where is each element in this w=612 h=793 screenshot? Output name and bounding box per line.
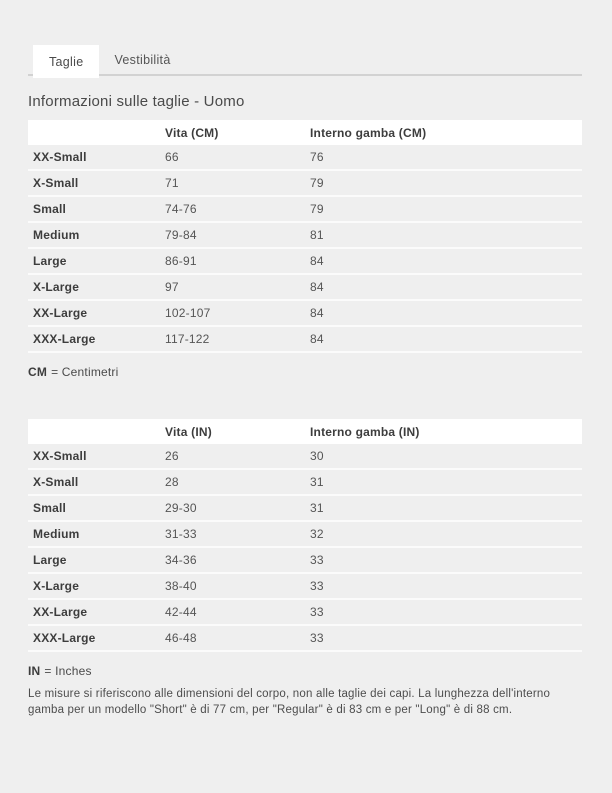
vita-value: 66: [165, 150, 179, 164]
inseam-value: 84: [310, 306, 324, 320]
table-row: [28, 496, 582, 522]
tab-bar: [28, 45, 582, 76]
table-row: [28, 574, 582, 600]
table-row: [28, 548, 582, 574]
size-label: Large: [33, 254, 67, 268]
page-title: Informazioni sulle taglie - Uomo: [28, 93, 245, 110]
inseam-value: 33: [310, 579, 324, 593]
size-label: Medium: [33, 228, 80, 242]
vita-value: 38-40: [165, 579, 197, 593]
size-label: X-Large: [33, 579, 80, 593]
table-row: [28, 197, 582, 223]
vita-value: 102-107: [165, 306, 211, 320]
table-row: [28, 249, 582, 275]
size-table-in: [28, 419, 582, 652]
column-header-inseam-cm: Interno gamba (CM): [310, 125, 427, 140]
vita-value: 42-44: [165, 605, 197, 619]
inseam-value: 31: [310, 475, 324, 489]
inseam-value: 84: [310, 332, 324, 346]
table-row: [28, 275, 582, 301]
size-label: XX-Small: [33, 150, 87, 164]
inseam-value: 84: [310, 254, 324, 268]
table-row: [28, 223, 582, 249]
vita-value: 29-30: [165, 501, 197, 515]
in-abbr: IN: [28, 664, 41, 678]
vita-value: 46-48: [165, 631, 197, 645]
vita-value: 34-36: [165, 553, 197, 567]
inseam-value: 33: [310, 605, 324, 619]
size-label: X-Large: [33, 280, 80, 294]
size-label: X-Small: [33, 475, 79, 489]
size-label: X-Small: [33, 176, 79, 190]
column-header-inseam-in: Interno gamba (IN): [310, 424, 420, 439]
size-label: Medium: [33, 527, 80, 541]
size-label: XX-Large: [33, 605, 88, 619]
table-row: [28, 626, 582, 652]
size-table-cm: [28, 120, 582, 353]
table-row: [28, 444, 582, 470]
inseam-value: 79: [310, 176, 324, 190]
inseam-value: 32: [310, 527, 324, 541]
table-row: [28, 301, 582, 327]
size-label: XXX-Large: [33, 631, 96, 645]
size-label: XXX-Large: [33, 332, 96, 346]
inseam-value: 81: [310, 228, 324, 242]
inseam-value: 33: [310, 631, 324, 645]
cm-legend-text: = Centimetri: [51, 365, 119, 379]
table-row: [28, 327, 582, 353]
in-legend-text: = Inches: [44, 664, 92, 678]
vita-value: 26: [165, 449, 179, 463]
size-guide-panel: [0, 45, 612, 718]
inseam-value: 84: [310, 280, 324, 294]
tab-taglie[interactable]: Taglie: [33, 45, 99, 78]
size-label: Small: [33, 202, 67, 216]
size-label: XX-Large: [33, 306, 88, 320]
inseam-value: 30: [310, 449, 324, 463]
vita-value: 79-84: [165, 228, 197, 242]
table-row: [28, 145, 582, 171]
table-header-row: [28, 419, 582, 444]
inseam-value: 33: [310, 553, 324, 567]
in-legend: [28, 664, 582, 678]
table-header-row: [28, 120, 582, 145]
vita-value: 117-122: [165, 332, 210, 346]
table-row: [28, 470, 582, 496]
cm-abbr: CM: [28, 365, 48, 379]
vita-value: 74-76: [165, 202, 197, 216]
vita-value: 71: [165, 176, 179, 190]
tab-vestibilita[interactable]: Vestibilità: [114, 52, 171, 67]
vita-value: 28: [165, 475, 179, 489]
table-row: [28, 171, 582, 197]
column-header-vita-cm: Vita (CM): [165, 125, 219, 140]
cm-legend: [28, 365, 582, 379]
vita-value: 86-91: [165, 254, 197, 268]
table-row: [28, 522, 582, 548]
vita-value: 97: [165, 280, 179, 294]
table-row: [28, 600, 582, 626]
size-label: Large: [33, 553, 67, 567]
inseam-value: 79: [310, 202, 324, 216]
size-label: XX-Small: [33, 449, 87, 463]
measurement-disclaimer: Le misure si riferiscono alle dimensioni del corpo, non alle taglie dei capi. La lunghezza dell'interno gamba per un modello "Short" è di 77 cm, per "Regular" è di 83 cm e per "Long" è di 88 cm.: [28, 688, 551, 716]
vita-value: 31-33: [165, 527, 197, 541]
inseam-value: 76: [310, 150, 324, 164]
column-header-vita-in: Vita (IN): [165, 424, 212, 439]
size-label: Small: [33, 501, 67, 515]
inseam-value: 31: [310, 501, 324, 515]
